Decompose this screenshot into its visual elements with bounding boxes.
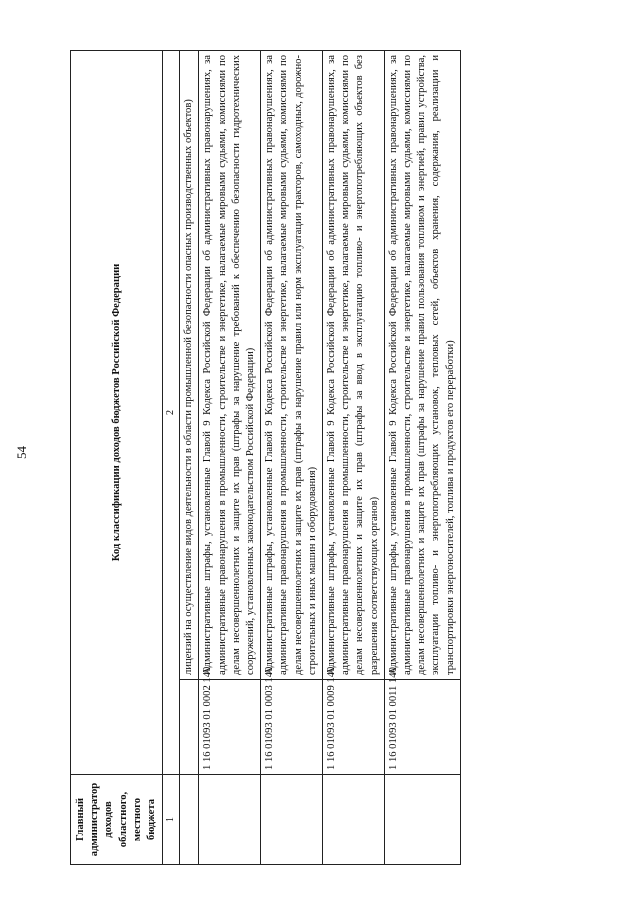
row-code: 1 16 01093 01 0002 140 bbox=[199, 680, 261, 775]
row-code bbox=[180, 680, 199, 775]
header-classification: Код классификации доходов бюджетов Российской Федерации bbox=[71, 51, 163, 775]
header-admin: Главный администратор доходов областного, местного бюджета bbox=[71, 775, 163, 865]
row-description: Административные штрафы, установленные Главой 9 Кодекса Российской Федерации об административных правонарушениях, за административные правонарушения в промышленности, строительстве и энергетике, налагаемые мировыми судьями, комиссиями по делам несовершеннолетних и защите их прав (штрафы за нарушение правил пользования топливом и энергией, правил устройства, эксплуатации топливо- и энергопотребляющих установок, тепловых сетей, объектов хранения, содержания, реализации и транспортировки энергоносителей, топлива и продуктов его переработки) bbox=[384, 51, 460, 680]
row-description: Административные штрафы, установленные Главой 9 Кодекса Российской Федерации об административных правонарушениях, за административные правонарушения в промышленности, строительстве и энергетике, налагаемые мировыми судьями, комиссиями по делам несовершеннолетних и защите их прав (штрафы за ввод в эксплуатацию топливо- и энергопотребляющих объектов без разрешения соответствующих органов) bbox=[323, 51, 385, 680]
table-row bbox=[261, 51, 323, 865]
row-description: лицензий на осуществление видов деятельности в области промышленной безопасности опасных производственных объектов) bbox=[180, 51, 199, 680]
table-row bbox=[199, 51, 261, 865]
table-row bbox=[384, 51, 460, 865]
row-admin bbox=[384, 775, 460, 865]
row-admin bbox=[180, 775, 199, 865]
row-admin bbox=[199, 775, 261, 865]
table-row bbox=[180, 51, 199, 865]
row-description: Административные штрафы, установленные Главой 9 Кодекса Российской Федерации об административных правонарушениях, за административные правонарушения в промышленности, строительстве и энергетике, налагаемые мировыми судьями, комиссиями по делам несовершеннолетних и защите их прав (штрафы за нарушение правил или норм эксплуатации тракторов, самоходных, дорожно-строительных и иных машин и оборудования) bbox=[261, 51, 323, 680]
row-code: 1 16 01093 01 0009 140 bbox=[323, 680, 385, 775]
row-admin bbox=[323, 775, 385, 865]
table-header-row bbox=[71, 51, 163, 865]
column-number-1: 1 bbox=[163, 775, 180, 865]
row-admin bbox=[261, 775, 323, 865]
table-row bbox=[323, 51, 385, 865]
column-number-row bbox=[163, 51, 180, 865]
row-description: Административные штрафы, установленные Главой 9 Кодекса Российской Федерации об административных правонарушениях, за административные правонарушения в промышленности, строительстве и энергетике, налагаемые мировыми судьями, комиссиями по делам несовершеннолетних и защите их прав (штрафы за нарушение требований к обеспечению безопасности гидротехнических сооружений, установленных законодательством Российской Федерации) bbox=[199, 51, 261, 680]
row-code: 1 16 01093 01 0011 140 bbox=[384, 680, 460, 775]
column-number-2: 2 bbox=[163, 51, 180, 775]
page-number: 54 bbox=[14, 446, 29, 459]
row-code: 1 16 01093 01 0003 140 bbox=[261, 680, 323, 775]
revenue-classification-table bbox=[70, 50, 461, 865]
